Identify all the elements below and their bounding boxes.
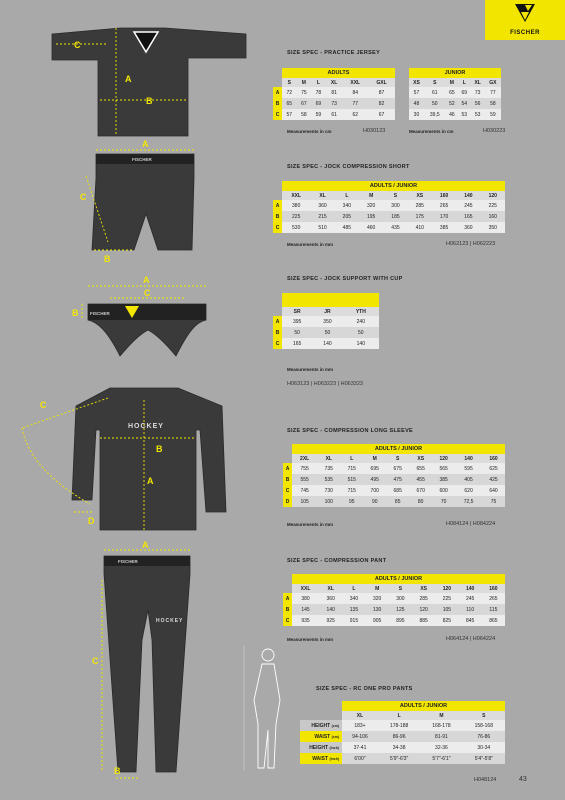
table-row: C 745 730 715 700 685 670 600 620 640: [283, 485, 505, 496]
compression-pant: [104, 556, 190, 772]
jersey-adults-note: Measurements in cm: [287, 129, 332, 134]
table-row: B 225 215 205 195 185 175 170 165 160: [273, 211, 505, 222]
label-c: C: [92, 656, 99, 666]
jersey-adults-code: H030123: [363, 128, 386, 134]
table-row: C 165 140 140: [273, 338, 379, 349]
comp-pant-table: ADULTS / JUNIOR XXL XL L M S XS 120 140 160 A 380 360 340 320 300 285 225 245 265 B 145 140 135 130 125 120 105 110 115 C 935 925 915 905 895 885 825 845 865: [283, 574, 505, 626]
jock-short: [92, 154, 194, 250]
jock-short-title: SIZE SPEC - JOCK COMPRESSION SHORT: [287, 164, 410, 170]
long-sleeve-header: ADULTS / JUNIOR: [292, 444, 505, 454]
comp-pant-note: Measurements in mm: [287, 637, 334, 642]
label-c: C: [74, 40, 81, 50]
rc-pants-table: ADULTS / JUNIOR XL L M S HEIGHT (cm) 183+ 178-188 168-178 158-168 WAIST (cm) 94-106 86-96 81-91 76-86 HEIGHT (inch) 37-41 34-38 32-36 30-34 WAIST (inch) 6'00" 5'9"-6'3" 5'7"-6'1" 5'4"-5'8": [300, 701, 505, 764]
table-row: 48 50 52 54 56 58: [409, 98, 501, 109]
jock-cup-note: Measurements in mm: [287, 367, 334, 372]
label-a: A: [147, 476, 154, 486]
table-row: B 65 67 69 73 77 82: [273, 98, 395, 109]
long-sleeve-note: Measurements in mm: [287, 522, 334, 527]
long-sleeve-code: H084124 | H084224: [446, 521, 496, 527]
long-sleeve-title: SIZE SPEC - COMPRESSION LONG SLEEVE: [287, 428, 414, 434]
comp-pant-title: SIZE SPEC - COMPRESSION PANT: [287, 558, 387, 564]
short-waistband-text: FISCHER: [132, 157, 152, 162]
label-c: C: [80, 192, 87, 202]
cup-waistband-text: FISCHER: [90, 311, 110, 316]
page-number: 43: [519, 776, 527, 783]
jock-short-table: ADULTS / JUNIOR XXL XL L M S XS 160 140 120 A 380 360 340 320 300 285 265 245 225 B 225 215 205 195 185 175 170 165 160 C 530 510 485 460 435 410 385 360 350: [273, 181, 505, 233]
fischer-logo: [485, 0, 565, 40]
table-row: B 50 50 50: [273, 327, 379, 338]
jock-short-code: H062123 | H062223: [446, 241, 496, 247]
label-b: B: [104, 254, 111, 264]
table-row: A 755 735 715 695 675 655 565 595 625: [283, 463, 505, 474]
jock-cup-title: SIZE SPEC - JOCK SUPPORT WITH CUP: [287, 276, 403, 282]
table-row: C 530 510 485 460 435 410 385 360 350: [273, 222, 505, 233]
jock-short-header: ADULTS / JUNIOR: [282, 181, 505, 191]
rc-pants-code: H048124: [474, 777, 497, 783]
comp-pant-code: H064124 | H064224: [446, 636, 496, 642]
jersey-junior-code: H030223: [483, 128, 506, 134]
jock-short-note: Measurements in mm: [287, 242, 334, 247]
table-row: D 105 100 95 90 85 80 70 72,5 75: [283, 496, 505, 507]
jersey-adults-header: ADULTS: [282, 68, 395, 78]
label-b: B: [114, 766, 121, 776]
table-row: A 380 360 340 320 300 285 265 245 225: [273, 200, 505, 211]
label-a: A: [142, 139, 149, 149]
table-row: 30 39,5 46 53 53 59: [409, 109, 501, 120]
table-row: A 380 360 340 320 300 285 225 245 265: [283, 593, 505, 604]
table-row: HEIGHT (inch) 37-41 34-38 32-36 30-34: [300, 742, 505, 753]
jersey-junior-note: Measurements in cm: [409, 129, 454, 134]
label-a: A: [125, 74, 132, 84]
table-row: B 145 140 135 130 125 120 105 110 115: [283, 604, 505, 615]
long-sleeve-table: ADULTS / JUNIOR 2XL XL L M S XS 120 140 160 A 755 735 715 695 675 655 565 595 625 B 555 535 515 495 475 455 385 405 425 C 745 730 715 700 685 670 600 620 640 D 105 100 95 90 85 80 70 72,5 75: [283, 444, 505, 507]
table-row: HEIGHT (cm) 183+ 178-188 168-178 158-168: [300, 720, 505, 731]
label-b: B: [72, 308, 79, 318]
label-a: A: [143, 275, 150, 285]
jersey-title: SIZE SPEC - PRACTICE JERSEY: [287, 50, 381, 56]
label-c: C: [40, 400, 47, 410]
rc-pants-header: ADULTS / JUNIOR: [342, 701, 505, 711]
jock-cup-table: SR JR YTH A 395 350 240 B 50 50 50 C 165 140 140: [273, 293, 379, 349]
label-b: B: [146, 96, 153, 106]
table-row: C 935 925 915 905 895 885 825 845 865: [283, 615, 505, 626]
table-row: 57 61 65 69 73 77: [409, 87, 501, 98]
human-silhouette: [254, 649, 280, 768]
table-row: A 395 350 240: [273, 316, 379, 327]
table-row: WAIST (inch) 6'00" 5'9"-6'3" 5'7"-6'1" 5'4"-5'8": [300, 753, 505, 764]
rc-pants-title: SIZE SPEC - RC ONE PRO PANTS: [316, 686, 413, 692]
table-row: A 72 75 78 81 84 87: [273, 87, 395, 98]
label-c: C: [144, 288, 151, 298]
label-d: D: [88, 516, 95, 526]
label-b: B: [156, 444, 163, 454]
label-a: A: [142, 540, 149, 550]
table-row: B 555 535 515 495 475 455 385 405 425: [283, 474, 505, 485]
table-row: WAIST (cm) 94-106 86-96 81-91 76-86: [300, 731, 505, 742]
brand-name: FISCHER: [510, 30, 540, 36]
comp-pant-header: ADULTS / JUNIOR: [292, 574, 505, 584]
jersey-adults-table: ADULTS S M L XL XXL GXL A 72 75 78 81 84 87 B 65 67 69 73 77 82 C 57 58 59 61 62 67: [273, 68, 395, 120]
long-sleeve: [72, 388, 226, 530]
long-sleeve-hockey-text: HOCKEY: [128, 423, 164, 430]
jersey-junior-table: JUNIOR XS S M L XL GX 57 61 65 69 73 77 48 50 52 54 56 58 30 39,5 46 53 53 59: [409, 68, 501, 120]
table-row: C 57 58 59 61 62 67: [273, 109, 395, 120]
jock-cup-code: H063123 | H063223 | H063323: [287, 381, 363, 387]
pant-hockey-text: HOCKEY: [156, 618, 184, 624]
pant-waistband-text: FISCHER: [118, 559, 138, 564]
jersey-junior-header: JUNIOR: [409, 68, 501, 78]
